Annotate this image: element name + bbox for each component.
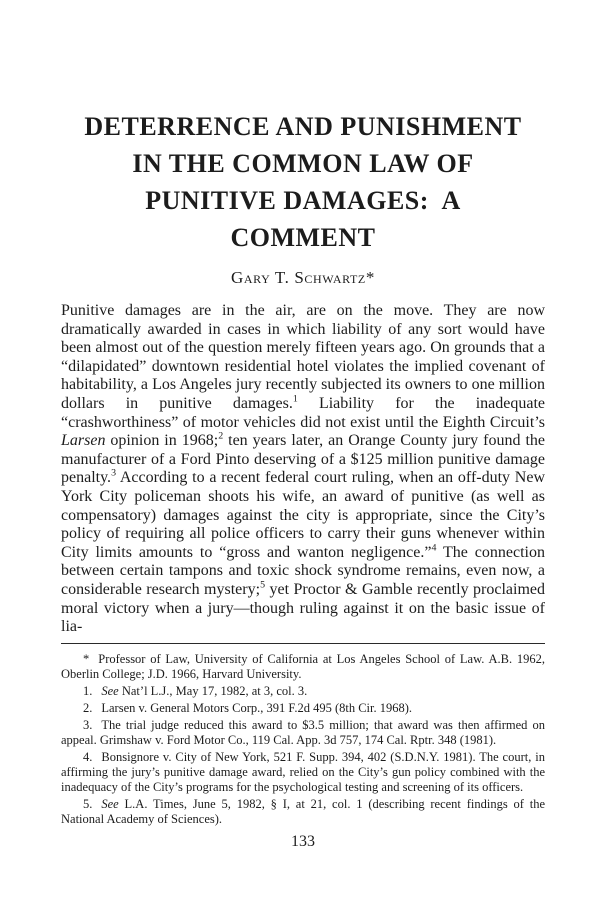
footnotes-section [61, 652, 545, 827]
article-title [61, 108, 545, 256]
footnote-marker: 4. [83, 749, 93, 764]
footnote-marker: 3. [83, 717, 93, 732]
footnote-separator-rule [61, 643, 545, 644]
title-line-1: DETERRENCE AND PUNISHMENT [84, 112, 522, 141]
footnote-text: Bonsignore v. City of New York, 521 F. Supp. 394, 402 (S.D.N.Y. 1981). The court, in affirming the jury’s punitive damage award, relied on the City’s gun policy combined with the inadequacy of the City’s programs for the psychological testing and screening of its officers. [61, 749, 545, 794]
title-line-4: COMMENT [230, 223, 376, 252]
footnote-marker: 2. [83, 700, 93, 715]
footnote-3 [61, 718, 545, 748]
footnote-marker: 5. [83, 796, 93, 811]
footnote-text: Professor of Law, University of California at Los Angeles School of Law. A.B. 1962, Oberlin College; J.D. 1966, Harvard University. [61, 651, 545, 681]
page-number: 133 [291, 832, 315, 850]
footnote-text: Larsen v. General Motors Corp., 391 F.2d 495 (8th Cir. 1968). [101, 700, 413, 715]
footnote-text: See Nat’l L.J., May 17, 1982, at 3, col. 3. [101, 683, 308, 698]
body-paragraph: Punitive damages are in the air, are on the move. They are now dramatically awarded in cases in which liability of any sort would have been almost out of the question merely fifteen years ago. On grounds that a “dilapidated” downtown residential hotel violates the implied covenant of habitability, a Los Angeles jury recently subjected its owners to one million dollars in punitive damages.$^1$ Liability for the inadequate “crashworthiness” of motor vehicles did not exist until the Eighth Circuit’s Larsen opinion in 1968;$^2$ ten years later, an Orange County jury found the manufacturer of a Ford Pinto deserving of a $125 million punitive damage penalty.$^3$ According to a recent federal court ruling, when an off-duty New York City policeman shoots his wife, an award of punitive (as well as compensatory) damages against the city is appropriate, since the City’s policy of requiring all police officers to carry their guns whenever within City limits amounts to “gross and wanton negligence.”$^4$ The connection between certain tampons and toxic shock syndrome remains, even now, a considerable research mystery;$^5$ yet Proctor & Gamble recently proclaimed moral victory when a jury—though ruling against it on the basic issue of lia- [61, 302, 546, 636]
footnote-1 [61, 684, 545, 699]
footnote-text: The trial judge reduced this award to $3.5 million; that award was then affirmed on appeal. Grimshaw v. Ford Motor Co., 119 Cal. App. 3d 757, 174 Cal. Rptr. 348 (1981). [61, 717, 545, 747]
footnote-text: See L.A. Times, June 5, 1982, § I, at 21, col. 1 (describing recent findings of the National Academy of Sciences). [61, 796, 545, 826]
footnote-star [61, 652, 545, 682]
footnote-5 [61, 797, 545, 827]
title-line-3: PUNITIVE DAMAGES: A [145, 186, 461, 215]
title-line-2: IN THE COMMON LAW OF [132, 149, 474, 178]
footnote-marker: * [83, 651, 90, 666]
footnote-2 [61, 701, 545, 716]
footnote-marker: 1. [83, 683, 93, 698]
author-byline: Gary T. Schwartz* [231, 268, 375, 287]
footnote-4 [61, 750, 545, 795]
